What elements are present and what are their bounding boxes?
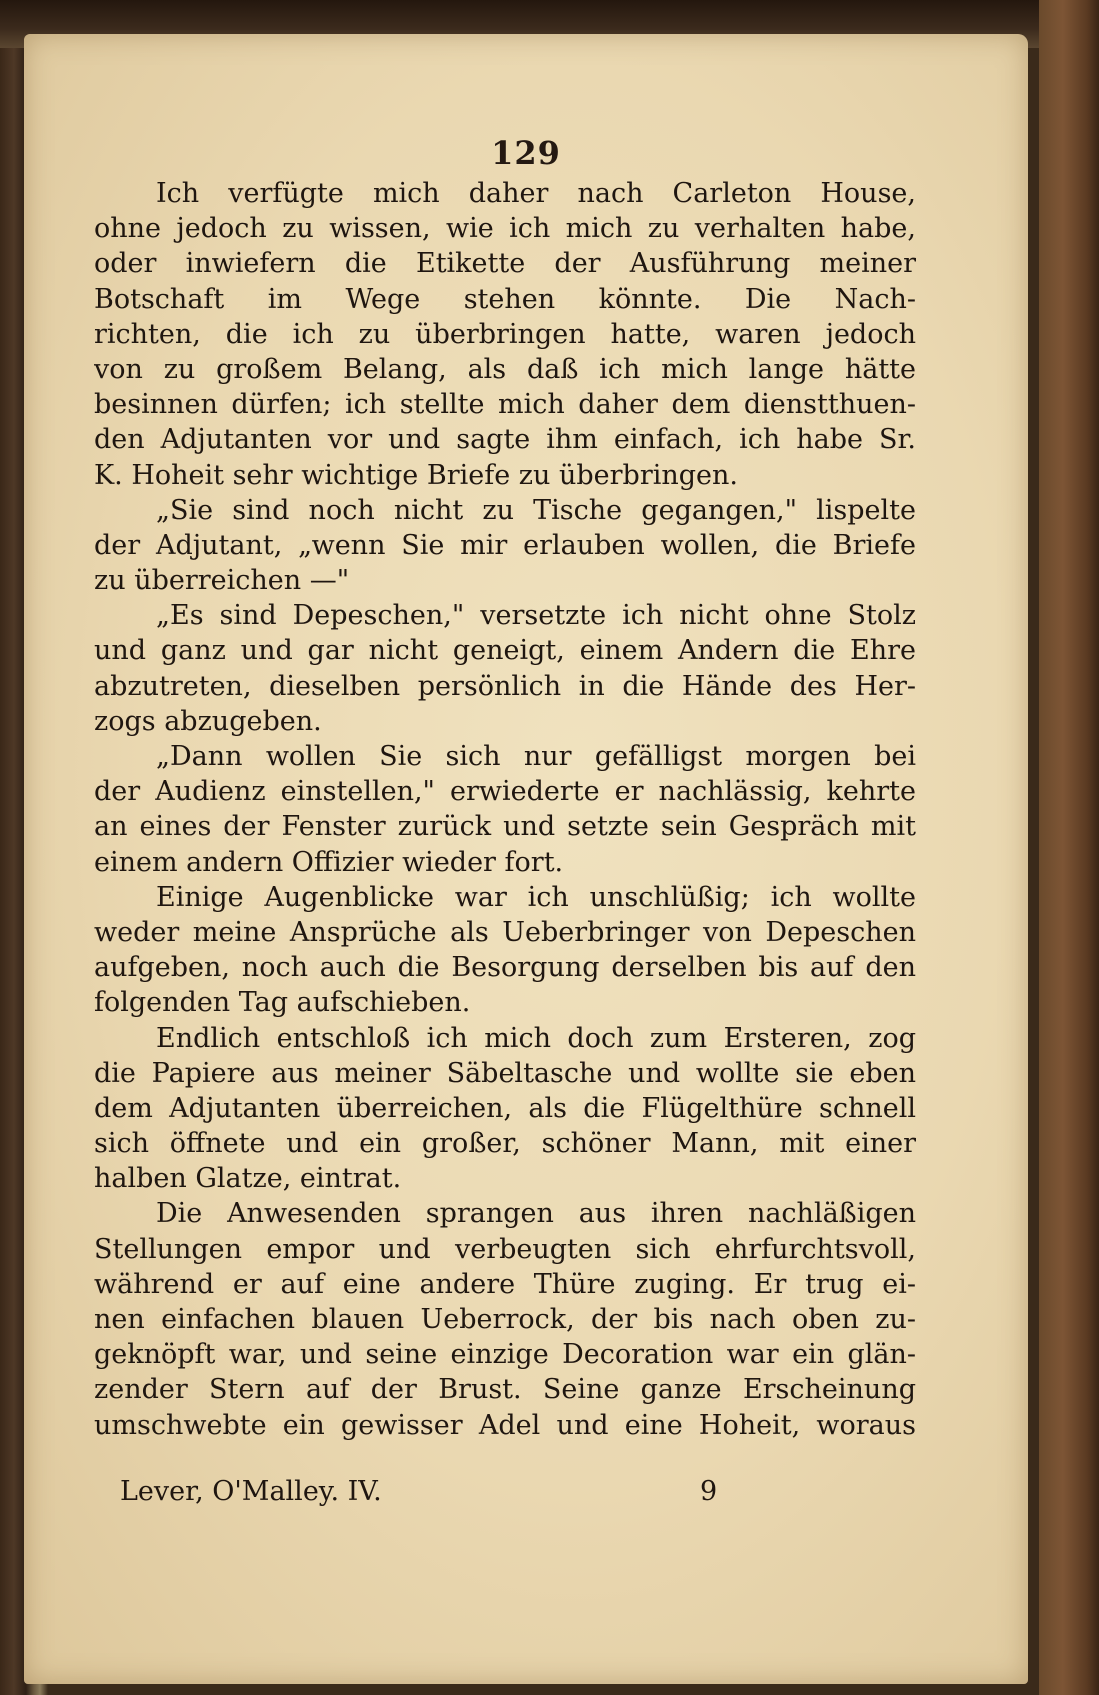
text-line: K. Hoheit sehr wichtige Briefe zu überbringen. xyxy=(94,459,738,491)
text-line: Stellungen empor und verbeugten sich ehrfurchtsvoll, xyxy=(94,1233,916,1265)
text-line: dem Adjutanten überreichen, als die Flügelthüre schnell xyxy=(94,1092,916,1124)
text-line: zender Stern auf der Brust. Seine ganze Erscheinung xyxy=(94,1374,916,1406)
text-line: Einige Augenblicke war ich unschlüßig; ich wollte xyxy=(156,881,916,913)
text-line: abzutreten, dieselben persönlich in die Hände des Her- xyxy=(94,670,916,702)
text-line: „Sie sind noch nicht zu Tische gegangen," lispelte xyxy=(156,494,916,526)
text-line: richten, die ich zu überbringen hatte, waren jedoch xyxy=(94,318,916,350)
text-line: Die Anwesenden sprangen aus ihren nachläßigen xyxy=(156,1198,916,1230)
text-line: zu überreichen —" xyxy=(94,565,350,597)
text-line: „Dann wollen Sie sich nur gefälligst morgen bei xyxy=(156,741,916,772)
text-line: halben Glatze, eintrat. xyxy=(94,1163,402,1195)
text-line: der Adjutant, „wenn Sie mir erlauben wollen, die Briefe xyxy=(94,529,916,561)
text-line: umschwebte ein gewisser Adel und eine Hoheit, woraus xyxy=(94,1409,916,1441)
text-line: „Es sind Depeschen," versetzte ich nicht ohne Stolz xyxy=(156,600,916,632)
text-line: und ganz und gar nicht geneigt, einem Andern die Ehre xyxy=(94,635,916,667)
text-line: weder meine Ansprüche als Ueberbringer von Depeschen xyxy=(94,916,916,948)
text-line: die Papiere aus meiner Säbeltasche und wollte sie eben xyxy=(94,1057,916,1089)
text-line: der Audienz einstellen," erwiederte er nachlässig, kehrte xyxy=(94,776,916,808)
text-line: besinnen dürfen; ich stellte mich daher dem dienstthuen- xyxy=(94,389,916,421)
signature-mark: 9 xyxy=(700,1476,718,1507)
text-line: einem andern Offizier wieder fort. xyxy=(94,846,564,878)
book-page xyxy=(24,34,1028,1684)
text-line: von zu großem Belang, als daß ich mich lange hätte xyxy=(94,353,916,385)
text-line: den Adjutanten vor und sagte ihm einfach, ich habe Sr. xyxy=(94,424,916,456)
body-text xyxy=(94,176,916,1443)
text-line: ohne jedoch zu wissen, wie ich mich zu verhalten habe, xyxy=(94,213,916,245)
text-line: zogs abzugeben. xyxy=(94,705,322,737)
text-line: nen einfachen blauen Ueberrock, der bis nach oben zu- xyxy=(94,1304,916,1335)
text-line: folgenden Tag aufschieben. xyxy=(94,987,471,1019)
text-line: an eines der Fenster zurück und setzte sein Gespräch mit xyxy=(94,811,916,843)
text-line: aufgeben, noch auch die Besorgung derselben bis auf den xyxy=(94,952,916,984)
text-line: Ich verfügte mich daher nach Carleton House, xyxy=(156,178,916,209)
text-line: während er auf eine andere Thüre zuging. Er trug ei- xyxy=(94,1268,916,1300)
text-line: sich öffnete und ein großer, schöner Mann, mit einer xyxy=(94,1128,916,1160)
book-cover-edge xyxy=(1039,0,1099,1695)
page-number: 129 xyxy=(491,134,561,172)
footer-title: Lever, O'Malley. IV. xyxy=(120,1476,382,1507)
text-line: oder inwiefern die Etikette der Ausführung meiner xyxy=(94,248,916,280)
text-line: Botschaft im Wege stehen könnte. Die Nach- xyxy=(94,283,916,315)
text-line: geknöpft war, und seine einzige Decoration war ein glän- xyxy=(94,1339,916,1371)
text-line: Endlich entschloß ich mich doch zum Ersteren, zog xyxy=(156,1022,916,1054)
